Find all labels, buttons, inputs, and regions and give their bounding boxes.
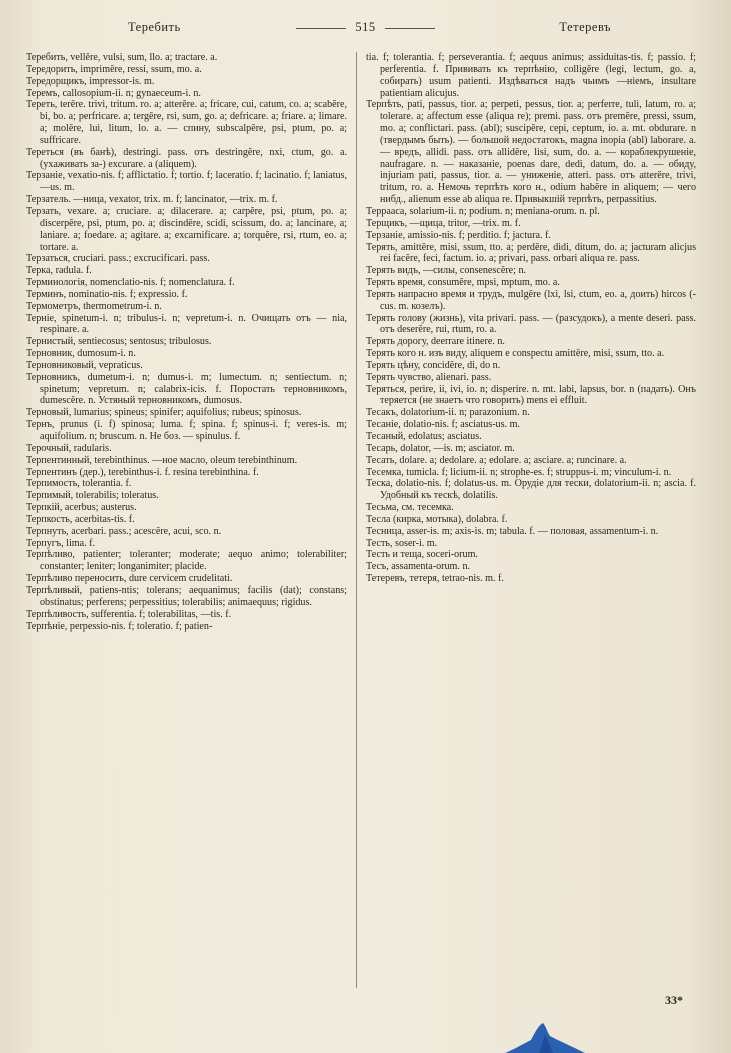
left-column-entry: Тереться (въ банѣ), destringi. pass. отъ destringĕre, nxi, ctum, go. a. (ухаживать за-) excurare. a (aliquem). [26, 146, 347, 170]
right-column-entry: Тесать, dolare. a; dedolare. a; edolare. a; asciare. a; runcinare. a. [366, 454, 627, 466]
left-column-entry: Тернистый, sentiecosus; sentosus; tribulosus. [26, 336, 212, 348]
left-column-entry: Терзаться, cruciari. pass.; excrucificari. pass. [26, 253, 210, 265]
right-column-entry: Терять время, consumĕre, mpsi, mptum, mo. a. [366, 277, 560, 289]
left-column-entry: Терочный, radularis. [26, 442, 112, 454]
left-column-entry: Тереть, terĕre. trivi, tritum. ro. a; atterĕre. a; fricare, cui, catum, co. a; scabĕre, bi, bo. a; perfricare. a; tergĕre, rsi, sum, go. a; defricare. a; friare. a; limare. a; molĕre, lui, litum, lo. a. — спину, subscalpĕre, psi, ptum, po. a; suffricare. [26, 99, 347, 146]
right-column-entry: Терзаніе, amissio-nis. f; perditio. f; jactura. f. [366, 229, 551, 241]
right-column-entry: Тесаный, edolatus; asciatus. [366, 431, 482, 442]
right-column-entry: Терять кого н. изъ виду, aliquem e conspectu amittĕre, misi, ssum, tto. a. [366, 348, 665, 360]
left-column-entry: Терминологія, nomenclatio-nis. f; nomenclatura. f. [26, 277, 235, 289]
right-column-entry: Тесъ, assamenta-orum. n. [366, 561, 471, 573]
left-column-entry: Терпѣливый, patiens-ntis; tolerans; aequanimus; facilis (dat); constans; obstinatus; perferens; perpessitius; tolerabilis; animaequus; rigidus. [26, 584, 347, 608]
ink-stain [505, 1022, 585, 1053]
right-column-entry: Терять напрасно время и трудъ, mulgĕre (lxi, lsi, ctum, eo. a, доить) hircos (-cus. m. козелъ). [366, 288, 696, 312]
left-column-entry: Терзаніе, vexatio-nis. f; afflictatio. f; tortio. f; laceratio. f; lacinatio. f; laniatus, —us. m. [26, 170, 347, 194]
right-column [366, 52, 696, 585]
right-column-entry: Тесть, soser-i. m. [366, 537, 438, 549]
left-column-entry: Терзать, vexare. a; cruciare. a; dilacerare. a; carpĕre, psi, ptum, po. a; discerpĕre, psi, ptum, po. a; discindĕre, scidi, scissum, do. a; lancinare, a; laniare. a; foedare. a; agitare. a; excarnificare. a; torquĕre, rsi, rtum, eo. a; tortare. a. [26, 205, 347, 253]
left-column-entry: Теребить, vellĕre, vulsi, sum, llo. a; tractare. a. [26, 52, 218, 63]
column-divider [356, 52, 357, 988]
right-column-entry: Тесница, asser-is. m; axis-is. m; tabula. f. — половая, assamentum-i. n. [366, 525, 659, 537]
right-column-entry: Тесакъ, dolatorium-ii. n; parazonium. n. [366, 407, 530, 419]
right-column-entry: Терять дорогу, deerrare itinere. n. [366, 336, 505, 348]
page-number: 515 [355, 20, 376, 34]
left-column-entry: Терминъ, nominatio-nis. f; expressio. f. [26, 288, 188, 300]
left-column-entry: Терпимость, tolerantia. f. [26, 478, 132, 490]
left-column [26, 52, 347, 632]
left-column-entry: Терпѣливость, sufferentia. f; tolerabilitas, —tis. f. [26, 608, 232, 620]
right-column-entry: Террааса, solarium-ii. n; podium. n; meniana-orum. n. pl. [366, 205, 600, 217]
right-column-entry: Терять голову (жизнь), vita privari. pass. — (разсудокъ), a mente deseri. pass. отъ deserĕre, rui, rtum, ro. a. [366, 312, 696, 336]
left-column-entry: Терка, radula. f. [26, 265, 92, 277]
left-column-entry: Тередорщикъ, impressor-is. m. [26, 75, 155, 87]
right-column-entry: Терпѣть, pati, passus, tior. a; perpeti, pessus, tior. a; perferre, tuli, latum, ro. a; tolerare. a; affectum esse (aliqua re); premi. pass. отъ premĕre, pressi, ssum, mo. a; conflictari. pass. (abl); suscipĕre, cepi, ceptum, io. a. mt. obdurare. n (твердымъ быть). — большой недостатокъ, magna inopia (abl) laborare. a. — вредъ, allidi. pass. отъ allidĕre, lisi, sum, do. a. — кораблекрушеніе, naufragare. n. — наказаніе, poenas dare, dedi, datum, do. a. — обиду, injuriam pati, passus, tior. a. — униженіе, atteri. pass. отъ atterĕre, trivi, tritum, ro. a. Немочь терпѣть кого н., odium habĕre in aliquem; — чего нибд., alienum esse ab aliqua re. Привыкшій терпѣть, perpassitius. [366, 99, 696, 206]
right-column-entry: Тесть и теща, soceri-orum. [366, 549, 478, 561]
right-column-entry: Тесьма, см. тесемка. [366, 502, 454, 514]
right-column-entry: Терять цѣну, concidĕre, di, do n. [366, 359, 501, 371]
right-column-entry: Терять, amittĕre, misi, ssum, tto. a; perdĕre, didi, ditum, do. a; jacturam alicjus rei facĕre, feci, factum. io. a; privari, pass. orbari aliqua re. pass. [366, 241, 696, 265]
right-column-entry: Тесаніе, dolatio-nis. f; asciatus-us. m. [366, 419, 520, 431]
left-column-entry: Тернъ, prunus (i. f) spinosa; luma. f; spina. f; spinus-i. f; veres-is. m; aquifolium. n; bruscum. n. Не боз. — spinulus. f. [26, 419, 347, 442]
right-column-entry: tia. f; tolerantia. f; perseverantia. f; aequus animus; assiduitas-tis. f; passio. f; perferentia. f. Прививать къ терпѣнію, colligĕre (legi, lectum, go. a, собирать) usum patienti. Издѣваться надъ чьимъ —нiемъ, insultare patientiam alicujus. [366, 52, 696, 99]
right-column-entry: Теряться, perire, ii, ivi, io. n; disperire. n. mt. labi, lapsus, bor. n (падать). Онъ теряется (не знаетъ что говорить) mens ei effluit. [366, 383, 696, 407]
right-column-entry: Тетеревъ, тетеря, tetrao-nis. m. f. [366, 573, 504, 585]
right-column-entry: Терщикъ, —щица, tritor, —trix. m. f. [366, 217, 521, 229]
left-column-entry: Терпентинный, terebinthinus. —ное масло, oleum terebinthinum. [26, 454, 298, 466]
right-column-entry: Тесемка, tumicla. f; licium-ii. n; strophe-es. f; struppus-i. m; vinculum-i. n. [366, 466, 672, 478]
left-column-entry: Терновникъ, dumetum-i. n; dumus-i. m; lumectum. n; sentiectum. n; spinetum; vepretum. n; calabrix-icis. f. Поростать терновникомъ, dumescĕre. n. Устяный терновникомъ, dumosus. [26, 371, 347, 407]
left-column-entry: Терновник, dumosum-i. n. [26, 348, 136, 360]
header-right-word: Тетеревъ [559, 20, 611, 34]
header-rule-right [385, 28, 435, 29]
right-column-entry: Тесарь, dolator, —is. m; asciator. m. [366, 442, 515, 454]
left-column-entry: Терпѣливо, patienter; toleranter; moderate; aequo animo; tolerabiliter; constanter; leniter; longanimiter; placide. [26, 549, 347, 573]
right-column-entry: Терять чувство, alienari. pass. [366, 371, 492, 383]
left-column-entry: Терніе, spinetum-i. n; tribulus-i. n; vepretum-i. n. Очищать отъ — nia, respinare. a. [26, 312, 347, 336]
header-rule-left [296, 28, 346, 29]
right-column-entry: Терять видъ, —силы, consenescĕre; n. [366, 265, 527, 277]
left-column-entry: Терпѣніе, perpessio-nis. f; toleratio. f; patien- [26, 620, 213, 632]
right-column-entry: Теска, dolatio-nis. f; dolatus-us. m. Орудіе для тески, dolatorium-ii. n; ascia. f. Удобный къ тескѣ, dolatilis. [366, 478, 696, 502]
left-column-entry: Терпугъ, lima. f. [26, 537, 96, 549]
header-left-word: Теребить [128, 20, 181, 34]
left-column-entry: Терновый, lumarius; spineus; spinifer; aquifolius; rubeus; spinosus. [26, 407, 302, 419]
running-head [40, 20, 691, 40]
signature-mark: 33* [665, 993, 683, 1007]
left-column-entry: Терпимый, tolerabilis; toleratus. [26, 490, 159, 502]
left-column-entry: Терпентинъ (дер.), terebinthus-i. f. resina terebinthina. f. [26, 466, 259, 478]
left-column-entry: Терпкій, acerbus; austerus. [26, 502, 137, 514]
left-column-entry: Терновниковый, vepraticus. [26, 359, 143, 371]
left-column-entry: Термометръ, thermometrum-i. n. [26, 300, 162, 312]
left-column-entry: Теремъ, callosopium-ii. n; gynaeceum-i. n. [26, 87, 201, 99]
left-column-entry: Тередорить, imprimĕre, ressi, ssum, mo. a. [26, 63, 202, 75]
left-column-entry: Терпнуть, acerbari. pass.; acescĕre, acui, sco. n. [26, 525, 222, 537]
left-column-entry: Терпѣливо переносить, dure cervicem crudelitati. [26, 573, 233, 585]
left-column-entry: Терзатель. —ница, vexator, trix. m. f; lancinator, —trix. m. f. [26, 194, 278, 206]
left-column-entry: Терпкость, acerbitas-tis. f. [26, 513, 135, 525]
right-column-entry: Тесла (кирка, мотыка), dolabra. f. [366, 513, 508, 525]
